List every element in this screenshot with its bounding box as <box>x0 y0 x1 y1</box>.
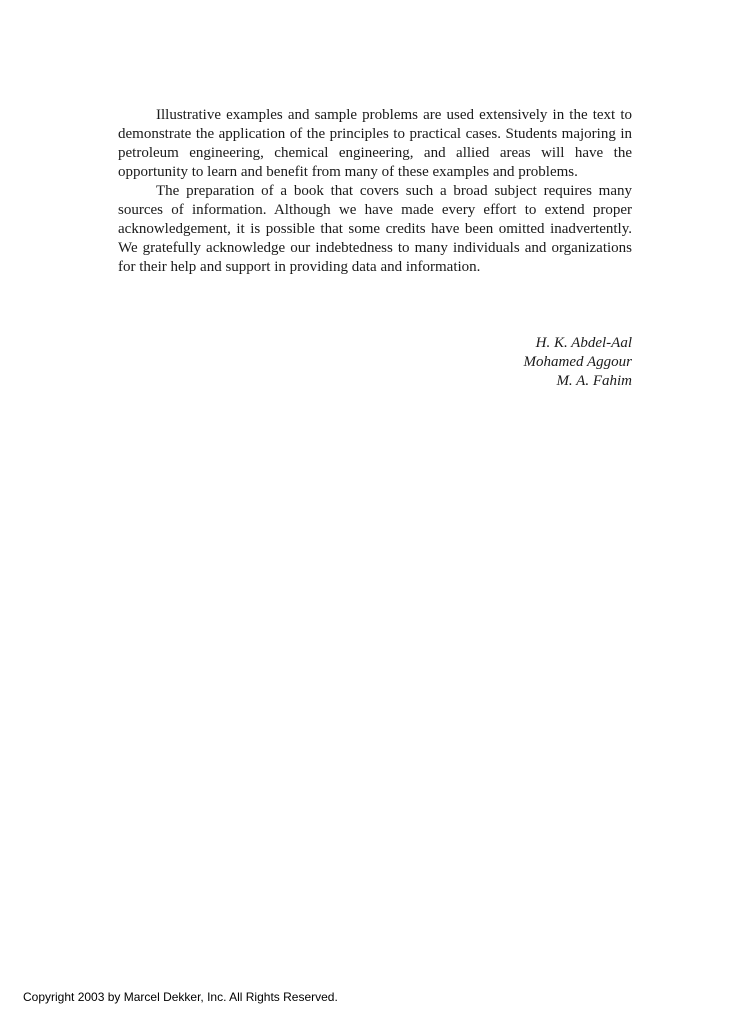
preface-body <box>118 106 632 277</box>
paragraph-examples: Illustrative examples and sample problems are used extensively in the text to demonstrate the application of the principles to practical cases. Students majoring in petroleum engineering, chemical engineering, and allied areas will have the opportunity to learn and benefit from many of these examples and problems. <box>118 107 632 180</box>
author-name: Mohamed Aggour <box>523 354 632 370</box>
author-signatures <box>524 334 632 391</box>
author-name: H. K. Abdel-Aal <box>535 335 632 351</box>
paragraph-acknowledgement: The preparation of a book that covers such a broad subject requires many sources of information. Although we have made every effort to extend proper acknowledgement, it is possible that some credits have been omitted inadvertently. We gratefully acknowledge our indebtedness to many individuals and organizations for their help and support in providing data and information. <box>118 183 632 275</box>
copyright-notice: Copyright 2003 by Marcel Dekker, Inc. All Rights Reserved. <box>23 990 338 1004</box>
author-name: M. A. Fahim <box>556 373 632 389</box>
